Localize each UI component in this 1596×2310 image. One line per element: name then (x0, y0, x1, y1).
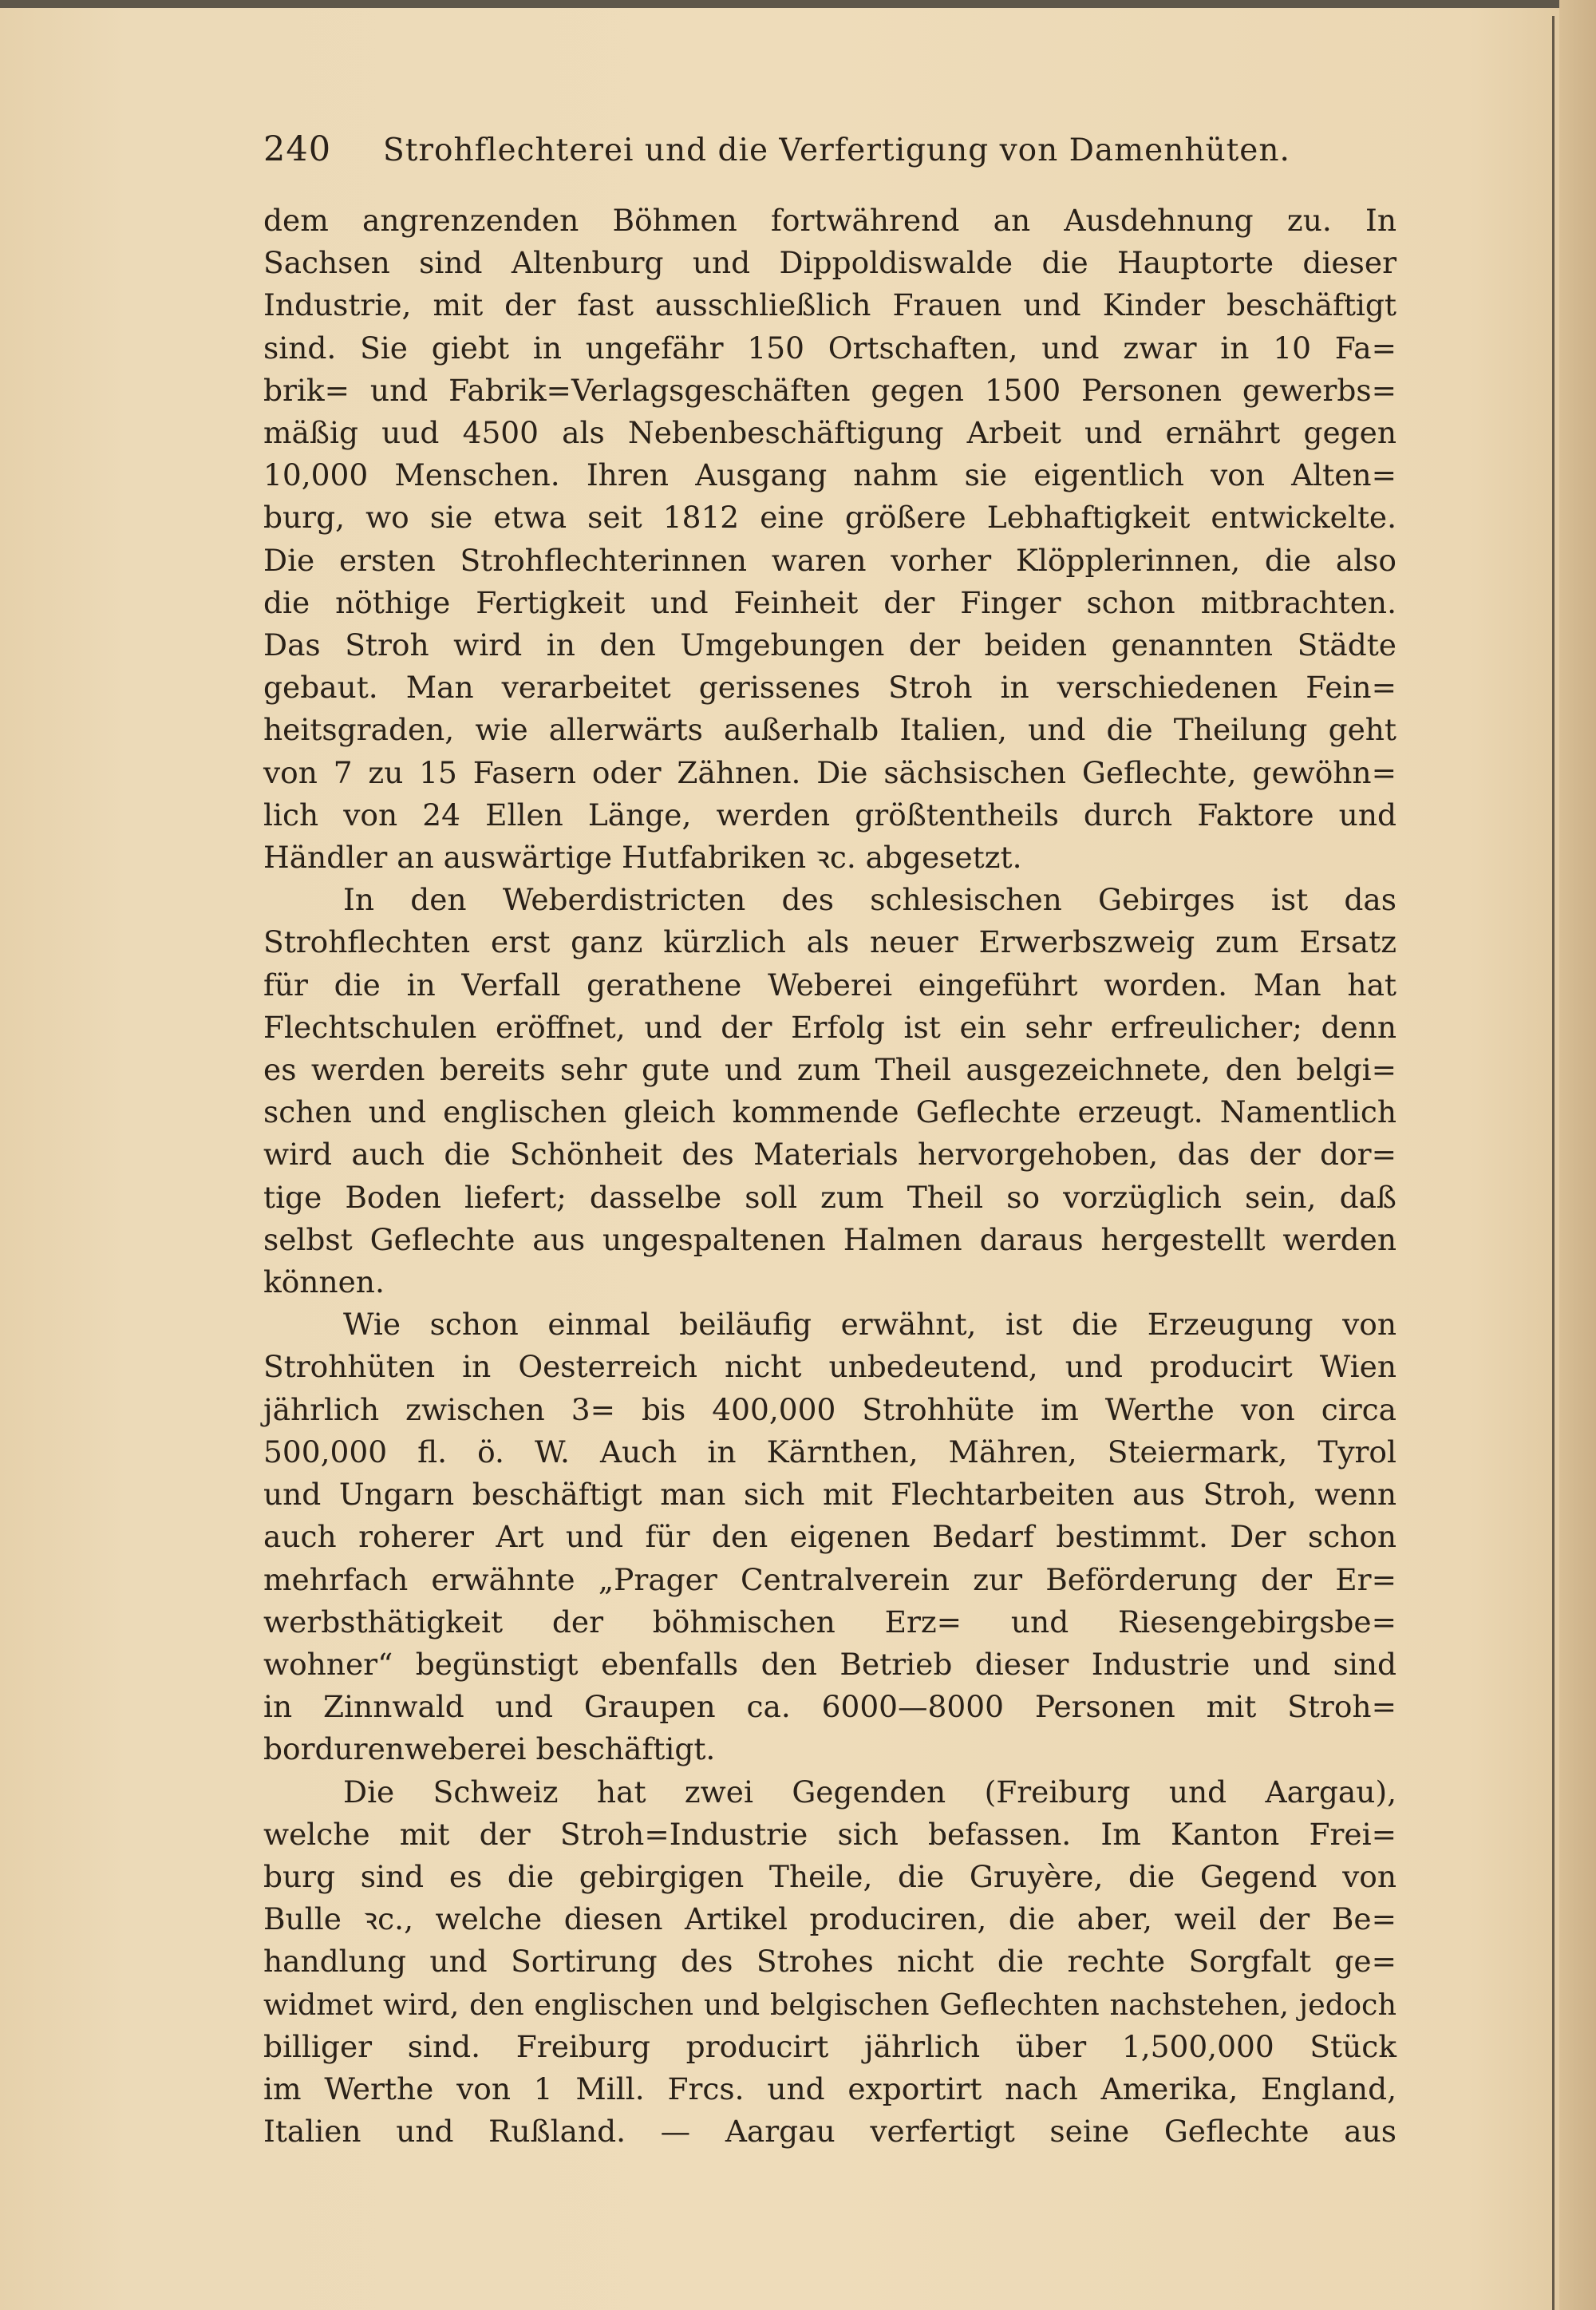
text-line: sind. Sie giebt in ungefähr 150 Ortschaften, und zwar in 10 Fa= (263, 330, 1396, 366)
text-line: Strohflechten erst ganz kürzlich als neuer Erwerbszweig zum Ersatz (263, 924, 1396, 960)
text-line: 500,000 fl. ö. W. Auch in Kärnthen, Mähren, Steiermark, Tyrol (263, 1434, 1396, 1469)
text-line: selbst Geflechte aus ungespaltenen Halmen daraus hergestellt werden (263, 1221, 1396, 1257)
running-head (263, 129, 1333, 177)
paragraph-start-line: Wie schon einmal beiläufig erwähnt, ist die Erzeugung von (343, 1307, 1396, 1343)
text-line: Sachsen sind Altenburg und Dippoldiswalde die Hauptorte dieser (263, 245, 1396, 281)
text-line: widmet wird, den englischen und belgischen Geflechten nachstehen, jedoch (263, 1987, 1396, 2022)
binding-line (1552, 16, 1555, 2310)
text-line: wohner“ begünstigt ebenfalls den Betrieb dieser Industrie und sind (263, 1646, 1396, 1682)
text-line: Industrie, mit der fast ausschließlich Frauen und Kinder beschäftigt (263, 287, 1396, 323)
text-line: bordurenweberei beschäftigt. (263, 1731, 716, 1767)
text-line: können. (263, 1264, 385, 1300)
text-line: mäßig uud 4500 als Nebenbeschäftigung Arbeit und ernährt gegen (263, 415, 1396, 451)
text-line: Italien und Rußland. — Aargau verfertigt seine Geflechte aus (263, 2114, 1396, 2150)
top-edge-rule (0, 0, 1596, 8)
text-line: Strohhüten in Oesterreich nicht unbedeutend, und producirt Wien (263, 1349, 1396, 1385)
text-line: tige Boden liefert; dasselbe soll zum Theil so vorzüglich sein, daß (263, 1179, 1396, 1215)
text-line: die nöthige Fertigkeit und Feinheit der Finger schon mitbrachten. (263, 584, 1396, 620)
text-line: Flechtschulen eröffnet, und der Erfolg ist ein sehr erfreulicher; denn (263, 1009, 1396, 1045)
text-line: wird auch die Schönheit des Materials hervorgehoben, das der dor= (263, 1137, 1396, 1173)
text-line: von 7 zu 15 Fasern oder Zähnen. Die sächsischen Geflechte, gewöhn= (263, 754, 1396, 790)
text-line: es werden bereits sehr gute und zum Theil ausgezeichnete, den belgi= (263, 1052, 1396, 1088)
text-line: Das Stroh wird in den Umgebungen der beiden genannten Städte (263, 627, 1396, 663)
running-title: Strohflechterei und die Verfertigung von Damenhüten. (383, 133, 1290, 168)
text-line: in Zinnwald und Graupen ca. 6000—8000 Personen mit Stroh= (263, 1689, 1396, 1725)
text-line: gebaut. Man verarbeitet gerissenes Stroh in verschiedenen Fein= (263, 670, 1396, 706)
page-number: 240 (263, 129, 332, 169)
text-line: werbsthätigkeit der böhmischen Erz= und Riesengebirgsbe= (263, 1604, 1396, 1640)
text-line: welche mit der Stroh=Industrie sich befassen. Im Kanton Frei= (263, 1816, 1396, 1852)
text-line: Bulle ꝛc., welche diesen Artikel produciren, die aber, weil der Be= (263, 1901, 1396, 1937)
text-line: brik= und Fabrik=Verlagsgeschäften gegen 1500 Personen gewerbs= (263, 372, 1396, 408)
text-line: heitsgraden, wie allerwärts außerhalb Italien, und die Theilung geht (263, 712, 1396, 748)
text-line: burg, wo sie etwa seit 1812 eine größere Lebhaftigkeit entwickelte. (263, 500, 1396, 536)
text-line: auch roherer Art und für den eigenen Bedarf bestimmt. Der schon (263, 1519, 1396, 1555)
text-line: 10,000 Menschen. Ihren Ausgang nahm sie eigentlich von Alten= (263, 457, 1396, 493)
text-line: und Ungarn beschäftigt man sich mit Flechtarbeiten aus Stroh, wenn (263, 1477, 1396, 1513)
text-line: schen und englischen gleich kommende Geflechte erzeugt. Namentlich (263, 1094, 1396, 1130)
text-line: mehrfach erwähnte „Prager Centralverein zur Beförderung der Er= (263, 1561, 1396, 1597)
paragraph-start-line: Die Schweiz hat zwei Gegenden (Freiburg und Aargau), (343, 1774, 1396, 1810)
text-line: für die in Verfall gerathene Weberei eingeführt worden. Man hat (263, 967, 1396, 1003)
text-line: dem angrenzenden Böhmen fortwährend an Ausdehnung zu. In (263, 203, 1396, 238)
text-line: lich von 24 Ellen Länge, werden größtentheils durch Faktore und (263, 797, 1396, 833)
page-right-edge (1559, 0, 1596, 2310)
text-line: handlung und Sortirung des Strohes nicht die rechte Sorgfalt ge= (263, 1944, 1396, 1980)
text-line: Die ersten Strohflechterinnen waren vorher Klöpplerinnen, die also (263, 542, 1396, 578)
text-line: burg sind es die gebirgigen Theile, die Gruyère, die Gegend von (263, 1858, 1396, 1894)
text-line: billiger sind. Freiburg producirt jährlich über 1,500,000 Stück (263, 2028, 1396, 2064)
text-line: jährlich zwischen 3= bis 400,000 Strohhüte im Werthe von circa (263, 1391, 1396, 1427)
text-line: im Werthe von 1 Mill. Frcs. und exportirt nach Amerika, England, (263, 2071, 1396, 2106)
body-text (263, 200, 1396, 2153)
paragraph-start-line: In den Weberdistricten des schlesischen Gebirges ist das (343, 882, 1396, 918)
text-line: Händler an auswärtige Hutfabriken ꝛc. abgesetzt. (263, 840, 1022, 876)
